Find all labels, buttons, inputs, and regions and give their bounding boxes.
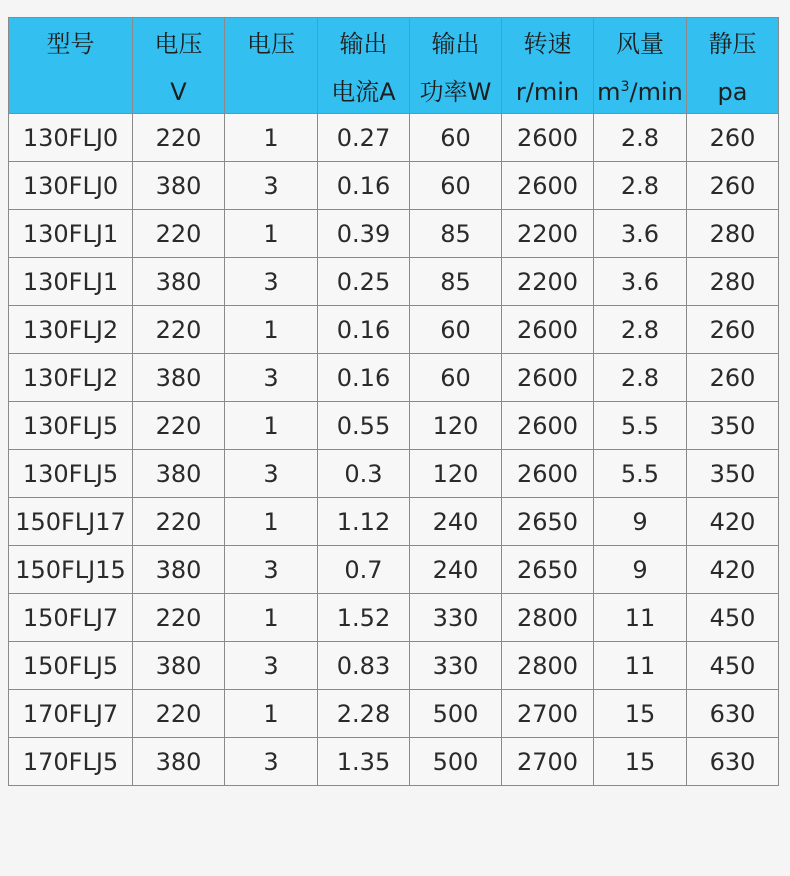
- cell-phase: 3: [225, 738, 318, 786]
- cell-airflow: 11: [594, 594, 687, 642]
- header-power-unit: 功率W: [419, 78, 492, 106]
- header-voltage-label: 电压: [154, 30, 203, 58]
- cell-phase: 3: [225, 450, 318, 498]
- header-static-pressure-label: 静压: [708, 30, 757, 58]
- cell-static-pressure: 350: [687, 450, 779, 498]
- cell-power: 60: [410, 354, 502, 402]
- header-voltage: [133, 18, 225, 114]
- cell-current: 1.35: [318, 738, 410, 786]
- header-airflow: [594, 18, 687, 114]
- cell-speed: 2600: [502, 450, 594, 498]
- header-speed: [502, 18, 594, 114]
- cell-static-pressure: 420: [687, 546, 779, 594]
- cell-voltage: 380: [133, 162, 225, 210]
- cell-power: 330: [410, 642, 502, 690]
- cell-model: 130FLJ2: [9, 354, 133, 402]
- cell-airflow: 2.8: [594, 162, 687, 210]
- table-row: [9, 306, 779, 354]
- cell-airflow: 3.6: [594, 210, 687, 258]
- cell-airflow: 2.8: [594, 306, 687, 354]
- cell-model: 130FLJ1: [9, 258, 133, 306]
- header-phase-label: 电压: [247, 30, 295, 58]
- cell-current: 1.12: [318, 498, 410, 546]
- cell-static-pressure: 630: [687, 690, 779, 738]
- cell-phase: 1: [225, 306, 318, 354]
- table-row: [9, 546, 779, 594]
- cell-voltage: 380: [133, 546, 225, 594]
- cell-airflow: 15: [594, 738, 687, 786]
- cell-airflow: 15: [594, 690, 687, 738]
- cell-phase: 1: [225, 402, 318, 450]
- cell-voltage: 220: [133, 594, 225, 642]
- cell-model: 130FLJ5: [9, 450, 133, 498]
- table-header: [9, 18, 779, 114]
- cell-phase: 3: [225, 162, 318, 210]
- header-speed-unit: r/min: [515, 78, 580, 106]
- cell-static-pressure: 280: [687, 258, 779, 306]
- cell-speed: 2600: [502, 402, 594, 450]
- cell-power: 60: [410, 306, 502, 354]
- cell-model: 130FLJ0: [9, 162, 133, 210]
- header-voltage-unit: V: [170, 78, 187, 106]
- cell-current: 0.7: [318, 546, 410, 594]
- cell-airflow: 3.6: [594, 258, 687, 306]
- cell-static-pressure: 420: [687, 498, 779, 546]
- cell-voltage: 220: [133, 306, 225, 354]
- cell-speed: 2800: [502, 642, 594, 690]
- header-static-pressure-unit: pa: [717, 78, 748, 106]
- cell-static-pressure: 450: [687, 642, 779, 690]
- table-row: [9, 450, 779, 498]
- cell-phase: 3: [225, 642, 318, 690]
- header-model-unit: [9, 80, 132, 104]
- cell-speed: 2650: [502, 498, 594, 546]
- cell-voltage: 220: [133, 690, 225, 738]
- cell-power: 500: [410, 690, 502, 738]
- cell-model: 130FLJ5: [9, 402, 133, 450]
- header-airflow-unit: [594, 80, 686, 104]
- header-current: [318, 18, 410, 114]
- header-static-pressure: [687, 18, 779, 114]
- cell-power: 85: [410, 258, 502, 306]
- cell-phase: 3: [225, 546, 318, 594]
- cell-model: 150FLJ5: [9, 642, 133, 690]
- cell-airflow: 5.5: [594, 450, 687, 498]
- cell-voltage: 380: [133, 450, 225, 498]
- table-row: [9, 642, 779, 690]
- cell-speed: 2200: [502, 258, 594, 306]
- table-row: [9, 402, 779, 450]
- cell-static-pressure: 260: [687, 306, 779, 354]
- cell-speed: 2650: [502, 546, 594, 594]
- cell-current: 0.83: [318, 642, 410, 690]
- cell-speed: 2700: [502, 690, 594, 738]
- cell-model: 150FLJ15: [9, 546, 133, 594]
- cell-static-pressure: 350: [687, 402, 779, 450]
- cell-static-pressure: 260: [687, 114, 779, 162]
- header-model: [9, 18, 133, 114]
- cell-model: 130FLJ2: [9, 306, 133, 354]
- cell-current: 2.28: [318, 690, 410, 738]
- cell-power: 85: [410, 210, 502, 258]
- cell-speed: 2600: [502, 114, 594, 162]
- cell-power: 120: [410, 402, 502, 450]
- table-row: [9, 258, 779, 306]
- header-power: [410, 18, 502, 114]
- cell-speed: 2200: [502, 210, 594, 258]
- header-model-label: 型号: [46, 30, 95, 58]
- cell-voltage: 380: [133, 354, 225, 402]
- cell-power: 330: [410, 594, 502, 642]
- cell-power: 120: [410, 450, 502, 498]
- table-row: [9, 162, 779, 210]
- cell-voltage: 380: [133, 258, 225, 306]
- header-phase-unit: [225, 80, 317, 104]
- cell-power: 500: [410, 738, 502, 786]
- cell-current: 0.27: [318, 114, 410, 162]
- header-row: [9, 18, 779, 114]
- header-power-label: 输出: [431, 30, 480, 58]
- cell-power: 240: [410, 546, 502, 594]
- airflow-unit-suffix: /min: [629, 78, 683, 106]
- table-row: [9, 498, 779, 546]
- cell-airflow: 2.8: [594, 114, 687, 162]
- cell-current: 0.16: [318, 162, 410, 210]
- cell-current: 0.39: [318, 210, 410, 258]
- cell-speed: 2700: [502, 738, 594, 786]
- header-speed-label: 转速: [523, 30, 572, 58]
- cell-phase: 1: [225, 690, 318, 738]
- table-body: [9, 114, 779, 786]
- airflow-unit-prefix: m: [597, 78, 621, 106]
- cell-voltage: 380: [133, 642, 225, 690]
- cell-current: 0.3: [318, 450, 410, 498]
- cell-power: 60: [410, 162, 502, 210]
- cell-airflow: 5.5: [594, 402, 687, 450]
- header-current-label: 输出: [339, 30, 388, 58]
- cell-model: 170FLJ7: [9, 690, 133, 738]
- table-row: [9, 354, 779, 402]
- cell-voltage: 220: [133, 210, 225, 258]
- cell-static-pressure: 630: [687, 738, 779, 786]
- cell-power: 60: [410, 114, 502, 162]
- cell-static-pressure: 260: [687, 162, 779, 210]
- cell-voltage: 220: [133, 498, 225, 546]
- cell-power: 240: [410, 498, 502, 546]
- cell-voltage: 220: [133, 402, 225, 450]
- cell-model: 170FLJ5: [9, 738, 133, 786]
- cell-phase: 3: [225, 354, 318, 402]
- cell-current: 0.16: [318, 354, 410, 402]
- cell-current: 0.25: [318, 258, 410, 306]
- table-row: [9, 690, 779, 738]
- cell-static-pressure: 260: [687, 354, 779, 402]
- cell-phase: 3: [225, 258, 318, 306]
- cell-airflow: 9: [594, 498, 687, 546]
- cell-model: 150FLJ7: [9, 594, 133, 642]
- cell-voltage: 220: [133, 114, 225, 162]
- fan-spec-table: [8, 17, 779, 786]
- cell-speed: 2600: [502, 162, 594, 210]
- header-phase: [225, 18, 318, 114]
- cell-airflow: 11: [594, 642, 687, 690]
- airflow-unit-sup: 3: [620, 79, 630, 95]
- cell-current: 1.52: [318, 594, 410, 642]
- cell-airflow: 9: [594, 546, 687, 594]
- table-row: [9, 114, 779, 162]
- header-airflow-label: 风量: [616, 30, 664, 58]
- cell-phase: 1: [225, 498, 318, 546]
- cell-speed: 2600: [502, 306, 594, 354]
- cell-airflow: 2.8: [594, 354, 687, 402]
- cell-phase: 1: [225, 594, 318, 642]
- cell-voltage: 380: [133, 738, 225, 786]
- cell-current: 0.16: [318, 306, 410, 354]
- cell-model: 130FLJ0: [9, 114, 133, 162]
- table-row: [9, 210, 779, 258]
- cell-model: 150FLJ17: [9, 498, 133, 546]
- cell-phase: 1: [225, 210, 318, 258]
- table-row: [9, 738, 779, 786]
- cell-static-pressure: 280: [687, 210, 779, 258]
- cell-speed: 2600: [502, 354, 594, 402]
- table-row: [9, 594, 779, 642]
- cell-model: 130FLJ1: [9, 210, 133, 258]
- cell-static-pressure: 450: [687, 594, 779, 642]
- header-current-unit: 电流A: [331, 78, 396, 106]
- cell-current: 0.55: [318, 402, 410, 450]
- cell-phase: 1: [225, 114, 318, 162]
- cell-speed: 2800: [502, 594, 594, 642]
